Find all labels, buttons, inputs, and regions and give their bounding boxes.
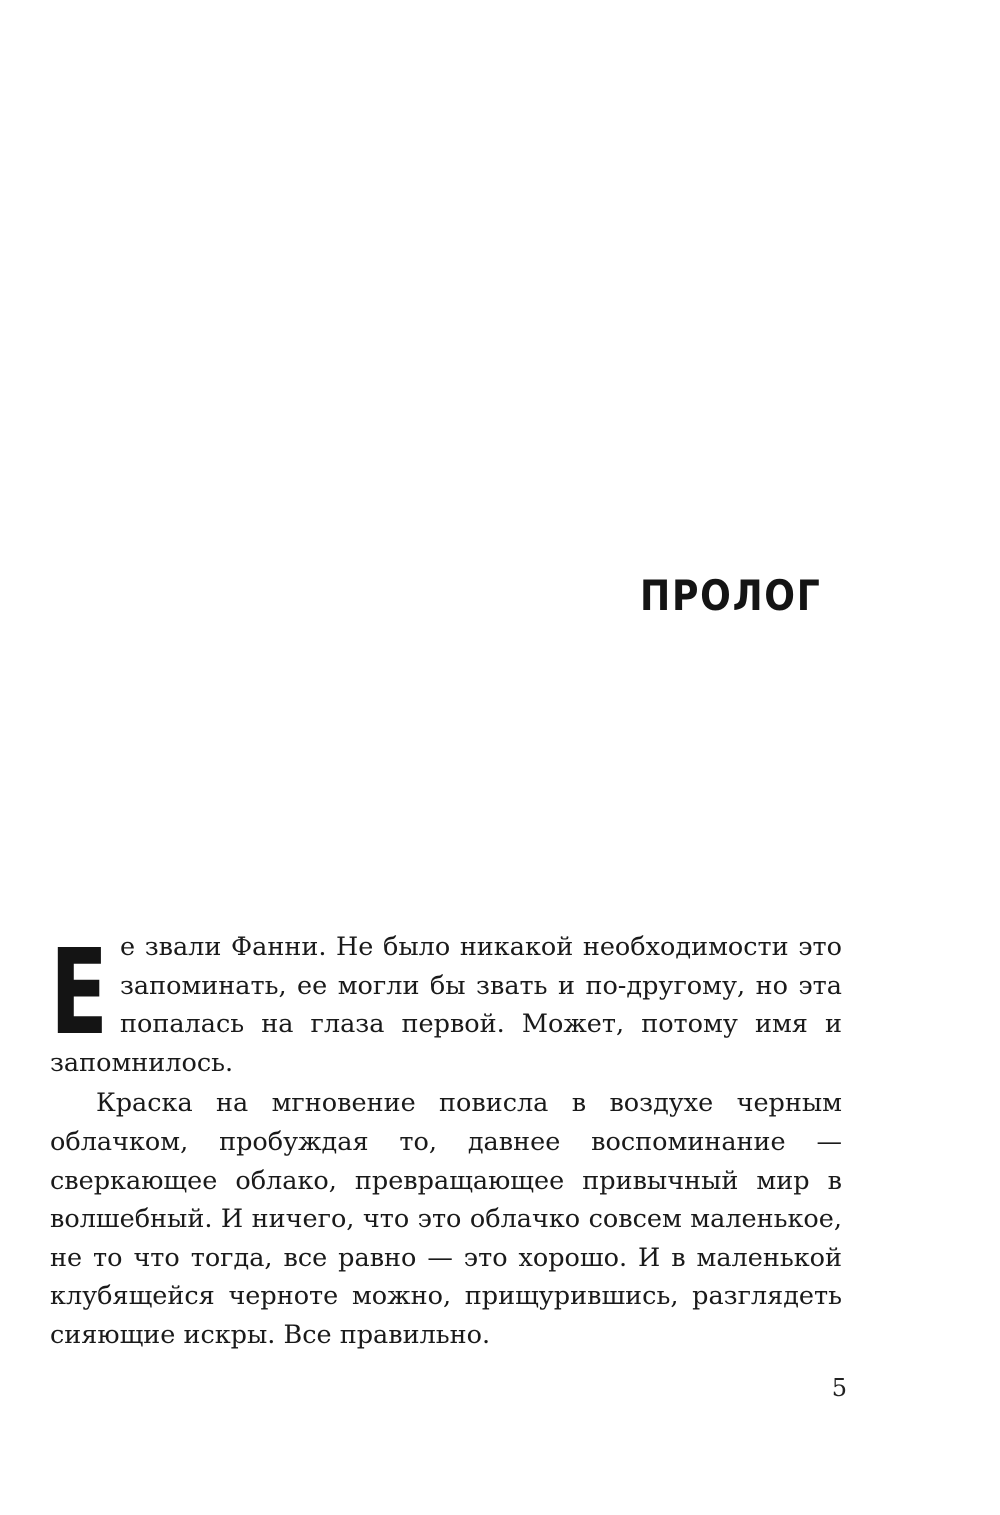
drop-cap: Е: [50, 923, 109, 1061]
body-text: [50, 923, 842, 1355]
chapter-title: пролог: [640, 555, 822, 625]
page-number: 5: [831, 1374, 847, 1402]
paragraph-second: Краска на мгновение повисла в воздухе черным облачком, пробуждая то, давнее воспоминание — сверкающее облако, превращающее привычный мир в волшебный. И ничего, что это облачко совсем маленькое, не то что тогда, все равно — это хорошо. И в маленькой клубящейся черноте можно, прищурившись, разглядеть сияющие искры. Все правильно.: [50, 1088, 842, 1350]
paragraph-first: [50, 923, 842, 1082]
paragraph-first-text: е звали Фанни. Не было никакой необходимости это запоминать, ее могли бы звать и по-другому, но эта попалась на глаза первой. Может, потому имя и запомнилось.: [50, 932, 842, 1078]
